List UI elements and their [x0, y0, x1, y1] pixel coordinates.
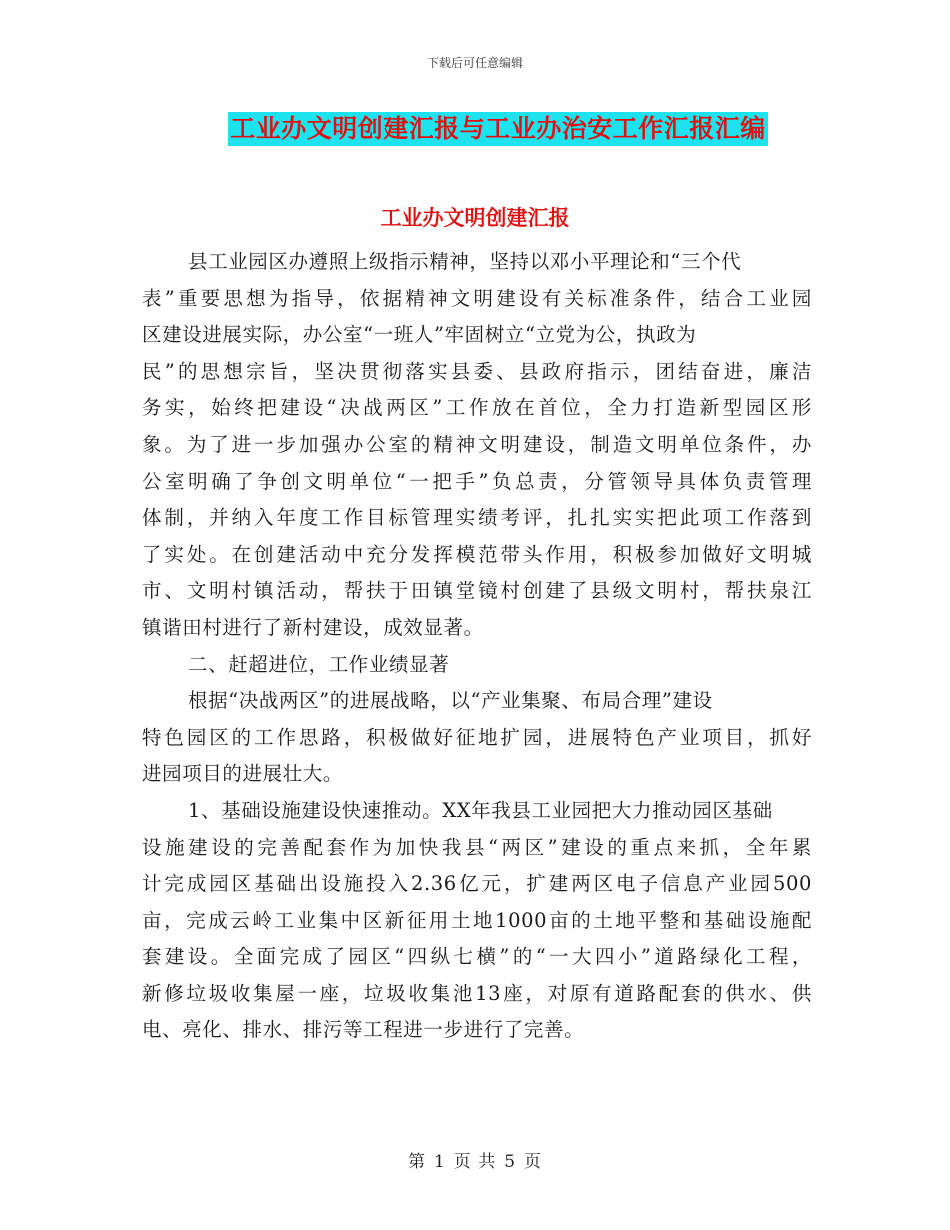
footer-prefix: 第 — [407, 1152, 426, 1172]
body-line: 表”重要思想为指导，依据精神文明建设有关标准条件，结合工业园 — [142, 286, 812, 310]
document-main-title-wrapper — [0, 112, 950, 146]
body-line: 亩，完成云岭工业集中区新征用土地1000亩的土地平整和基础设施配 — [142, 908, 812, 932]
body-line: 了实处。在创建活动中充分发挥模范带头作用，积极参加做好文明城 — [142, 542, 812, 566]
body-line: 市、文明村镇活动，帮扶于田镇堂镜村创建了县级文明村，帮扶泉江 — [142, 579, 812, 603]
document-main-title: 工业办文明创建汇报与工业办治安工作汇报汇编 — [228, 112, 768, 146]
body-line: 公室明确了争创文明单位“一把手”负总责，分管领导具体负责管理 — [142, 469, 812, 493]
body-line: 1、基础设施建设快速推动。XX年我县工业园把大力推动园区基础 — [188, 798, 773, 822]
body-line: 电、亮化、排水、排污等工程进一步进行了完善。 — [142, 1018, 585, 1042]
body-line: 务实，始终把建设“决战两区”工作放在首位，全力打造新型园区形 — [142, 396, 812, 420]
body-line: 区建设进展实际，办公室“一班人”牢固树立“立党为公，执政为 — [142, 323, 697, 347]
body-line: 新修垃圾收集屋一座，垃圾收集池13座，对原有道路配套的供水、供 — [142, 981, 812, 1005]
footer-page-number: 1 — [433, 1152, 446, 1172]
body-line: 特色园区的工作思路，积极做好征地扩园，进展特色产业项目，抓好 — [142, 725, 812, 749]
body-line: 进园项目的进展壮大。 — [142, 762, 344, 786]
footer-suffix: 页 — [524, 1152, 543, 1172]
body-line: 套建设。全面完成了园区“四纵七横”的“一大四小”道路绿化工程， — [142, 945, 812, 969]
body-line: 体制，并纳入年度工作目标管理实绩考评，扎扎实实把此项工作落到 — [142, 506, 812, 530]
body-line: 县工业园区办遵照上级指示精神，坚持以邓小平理论和“三个代 — [188, 250, 742, 273]
body-line: 设施建设的完善配套作为加快我县“两区”建设的重点来抓，全年累 — [142, 835, 812, 859]
header-note: 下载后可任意编辑 — [426, 56, 523, 70]
body-line: 镇谐田村进行了新村建设，成效显著。 — [142, 615, 484, 639]
footer-total-pages: 5 — [504, 1152, 517, 1172]
body-line: 根据“决战两区”的进展战略，以“产业集聚、布局合理”建设 — [188, 689, 713, 713]
document-body — [142, 244, 812, 1049]
body-line: 象。为了进一步加强办公室的精神文明建设，制造文明单位条件，办 — [142, 432, 812, 456]
page-footer — [0, 1147, 950, 1172]
body-line: 计完成园区基础出设施投入2.36亿元，扩建两区电子信息产业园500 — [142, 872, 812, 896]
footer-middle: 页 共 — [453, 1152, 497, 1172]
body-line: 民”的思想宗旨，坚决贯彻落实县委、县政府指示，团结奋进，廉洁 — [142, 359, 812, 383]
section-title: 工业办文明创建汇报 — [380, 205, 570, 230]
section-heading-line: 二、赶超进位，工作业绩显著 — [188, 652, 450, 676]
